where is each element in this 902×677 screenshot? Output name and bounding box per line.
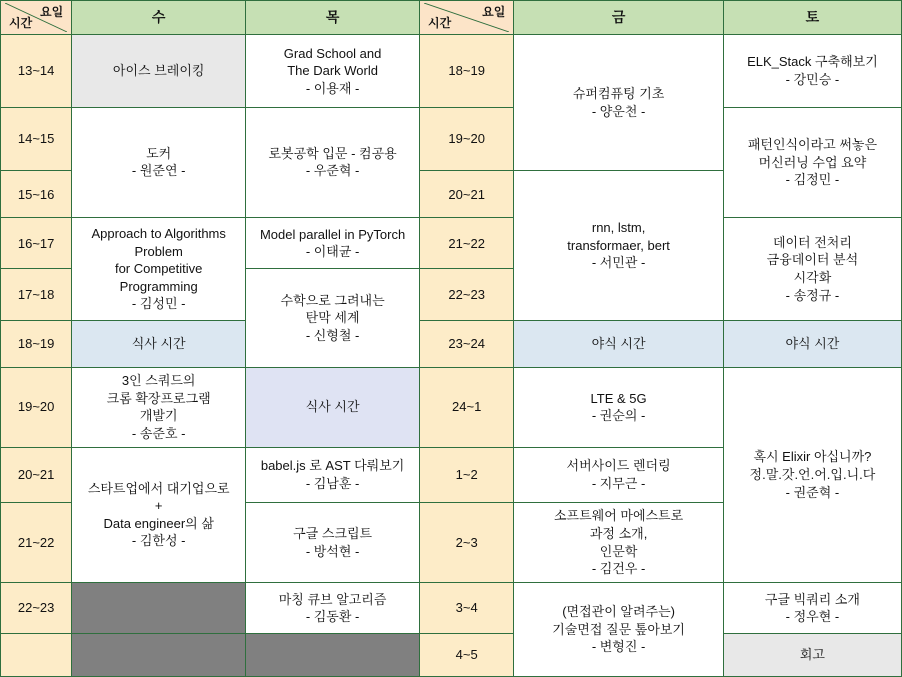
corner-day-label-right: 요일 [482, 5, 506, 19]
corner-header-left [1, 1, 72, 35]
session-thu-empty [246, 634, 420, 677]
time-cell-left: 15~16 [1, 171, 72, 218]
session-sat-elixir: 혹시 Elixir 아십니까? 정.말.갓.언.어.입.니.다 - 권준혁 - [723, 367, 901, 583]
day-header-sat: 토 [723, 1, 901, 35]
session-thu-model-parallel: Model parallel in PyTorch - 이태균 - [246, 218, 420, 269]
time-cell-right: 1~2 [420, 447, 514, 502]
session-sat-bigquery: 구글 빅쿼리 소개 - 정우현 - [723, 583, 901, 634]
session-sat-retro: 회고 [723, 634, 901, 677]
session-sat-data-preprocess: 데이터 전처리 금융데이터 분석 시각화 - 송정규 - [723, 218, 901, 320]
table-row [1, 218, 902, 269]
table-row [1, 634, 902, 677]
session-wed-empty [72, 634, 246, 677]
session-thu-grad-school: Grad School and The Dark World - 이용재 - [246, 35, 420, 107]
time-cell-left: 19~20 [1, 367, 72, 447]
session-fri-interview: (면접관이 알려주는) 기술면접 질문 톺아보기 - 변형진 - [514, 583, 724, 677]
time-cell-right: 2~3 [420, 503, 514, 583]
session-wed-algorithms: Approach to Algorithms Problem for Competitive Programming - 김성민 - [72, 218, 246, 320]
time-cell-left: 18~19 [1, 320, 72, 367]
session-thu-babel: babel.js 로 AST 다뤄보기 - 김남훈 - [246, 447, 420, 502]
time-cell-right: 24~1 [420, 367, 514, 447]
time-cell-left [1, 634, 72, 677]
corner-time-label-left: 시간 [9, 15, 33, 30]
session-wed-meal: 식사 시간 [72, 320, 246, 367]
session-thu-robot: 로봇공학 입문 - 컴공용 - 우준혁 - [246, 107, 420, 218]
time-cell-right: 21~22 [420, 218, 514, 269]
session-fri-software: 소프트웨어 마에스트로 과정 소개, 인문학 - 김건우 - [514, 503, 724, 583]
session-thu-gscript: 구글 스크립트 - 방석현 - [246, 503, 420, 583]
session-fri-lte: LTE & 5G - 권순의 - [514, 367, 724, 447]
corner-time-label-right: 시간 [428, 15, 452, 30]
session-fri-late-snack: 야식 시간 [514, 320, 724, 367]
session-thu-math: 수학으로 그려내는 탄막 세계 - 신형철 - [246, 269, 420, 367]
time-cell-right: 23~24 [420, 320, 514, 367]
session-wed-ice-breaking: 아이스 브레이킹 [72, 35, 246, 107]
time-cell-right: 18~19 [420, 35, 514, 107]
time-cell-left: 21~22 [1, 503, 72, 583]
corner-header-right [420, 1, 514, 35]
time-cell-right: 3~4 [420, 583, 514, 634]
session-thu-meal: 식사 시간 [246, 367, 420, 447]
time-cell-right: 19~20 [420, 107, 514, 171]
time-cell-left: 13~14 [1, 35, 72, 107]
time-cell-left: 20~21 [1, 447, 72, 502]
table-row [1, 367, 902, 447]
time-cell-right: 22~23 [420, 269, 514, 320]
table-row [1, 583, 902, 634]
time-cell-left: 14~15 [1, 107, 72, 171]
time-cell-right: 4~5 [420, 634, 514, 677]
time-cell-left: 22~23 [1, 583, 72, 634]
day-header-fri: 금 [514, 1, 724, 35]
session-wed-squad: 3인 스쿼드의 크롬 확장프로그램 개발기 - 송준호 - [72, 367, 246, 447]
table-row [1, 320, 902, 367]
session-sat-pattern: 패턴인식이라고 써놓은 머신러닝 수업 요약 - 김정민 - [723, 107, 901, 218]
corner-day-label-left: 요일 [40, 5, 64, 19]
session-wed-empty [72, 583, 246, 634]
session-fri-rnn: rnn, lstm, transformaer, bert - 서민관 - [514, 171, 724, 320]
table-row [1, 35, 902, 107]
session-sat-late-snack: 야식 시간 [723, 320, 901, 367]
time-cell-left: 17~18 [1, 269, 72, 320]
session-wed-docker: 도커 - 원준연 - [72, 107, 246, 218]
time-cell-left: 16~17 [1, 218, 72, 269]
table-header-row [1, 1, 902, 35]
table-row [1, 107, 902, 171]
day-header-wed: 수 [72, 1, 246, 35]
session-fri-serverside: 서버사이드 렌더링 - 지무근 - [514, 447, 724, 502]
session-wed-startup: 스타트업에서 대기업으로 + Data engineer의 삶 - 김한성 - [72, 447, 246, 583]
day-header-thu: 목 [246, 1, 420, 35]
session-fri-supercomputing: 슈퍼컴퓨팅 기초 - 양운천 - [514, 35, 724, 171]
session-thu-marching: 마칭 큐브 알고리즘 - 김동환 - [246, 583, 420, 634]
time-cell-right: 20~21 [420, 171, 514, 218]
session-sat-elk: ELK_Stack 구축해보기 - 강민승 - [723, 35, 901, 107]
